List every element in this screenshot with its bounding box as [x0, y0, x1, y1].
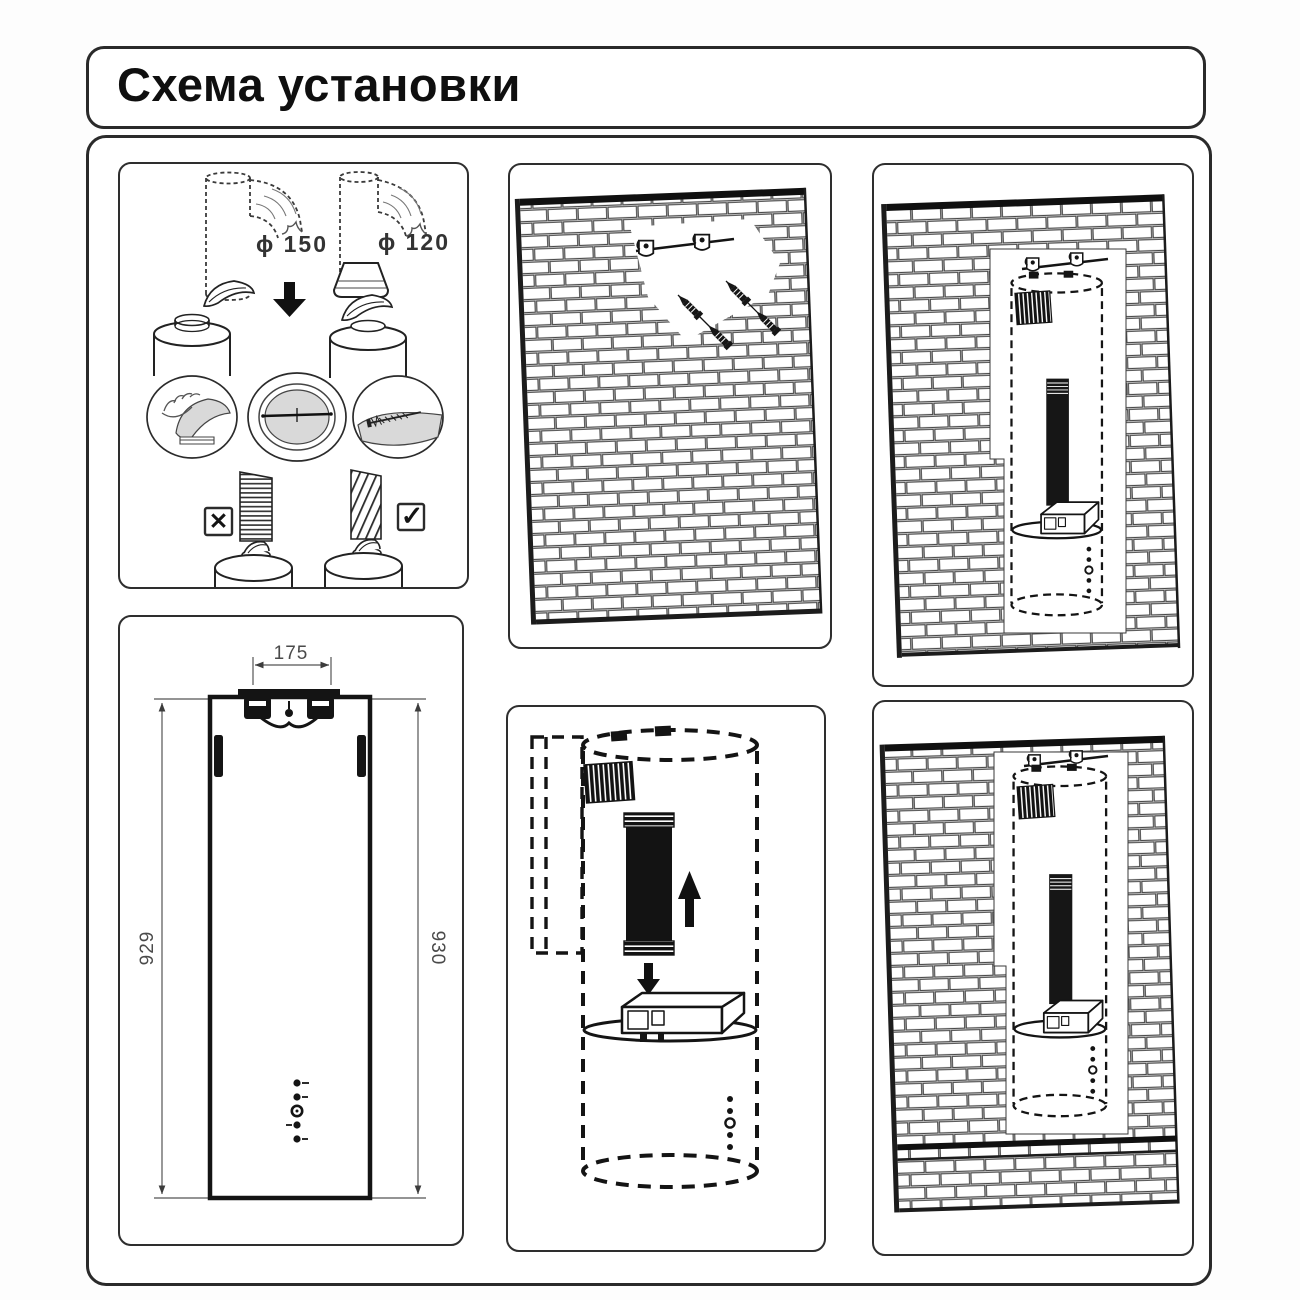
hood-top-right — [330, 321, 406, 379]
panel-hood-hanging — [872, 163, 1194, 687]
right-height-label: 930 — [427, 930, 448, 966]
diameter-120-label: ϕ 120 — [378, 229, 451, 255]
dim-right-930 — [372, 699, 426, 1198]
valve-flap-right — [342, 295, 392, 320]
hose-stretched — [325, 470, 402, 587]
hood-installed-drawing — [874, 702, 1192, 1254]
dim-left-929 — [154, 699, 208, 1198]
hood-hanging-drawing — [874, 165, 1192, 685]
back-plate — [532, 737, 582, 953]
hood-outline — [1013, 764, 1107, 1116]
panel-wall-drilling — [508, 163, 832, 649]
down-arrow-icon — [273, 282, 306, 317]
side-tab-left — [214, 735, 223, 777]
dimension-drawing — [120, 617, 462, 1244]
check-mark-box — [398, 501, 424, 531]
valve-install-step1 — [147, 376, 237, 458]
diameter-150-label: ϕ 150 — [256, 231, 329, 257]
width-dimension-label: 175 — [273, 643, 309, 664]
side-tab-right — [357, 735, 366, 777]
hood-top-left — [154, 315, 230, 377]
hood-assembly-drawing — [508, 707, 824, 1250]
vent-grille — [584, 762, 635, 803]
wrong-mark-box — [205, 508, 232, 535]
wrong-mark-icon: ✕ — [208, 508, 229, 534]
valve-install-step3 — [353, 376, 443, 458]
down-arrow-icon — [637, 963, 660, 995]
panel-hood-assembly — [506, 705, 826, 1252]
hood-outline — [1011, 271, 1103, 616]
panel-hood-installed — [872, 700, 1194, 1256]
up-arrow-icon — [678, 871, 701, 927]
check-mark-icon: ✓ — [400, 501, 424, 531]
left-height-label: 929 — [137, 930, 158, 966]
hood-body-front — [210, 697, 370, 1198]
wall-drilling-drawing — [510, 165, 830, 647]
page-title: Схема установки — [117, 58, 521, 111]
duct-adapters-drawing — [120, 164, 467, 587]
panel-duct-adapters — [118, 162, 469, 589]
valve-flap-left — [204, 281, 254, 306]
reducer-adapter-icon — [334, 263, 388, 297]
panel-dimensions — [118, 615, 464, 1246]
title-bar — [86, 46, 1206, 129]
valve-install-step2 — [248, 373, 346, 461]
grease-filter — [624, 813, 674, 955]
control-buttons — [725, 1096, 734, 1150]
